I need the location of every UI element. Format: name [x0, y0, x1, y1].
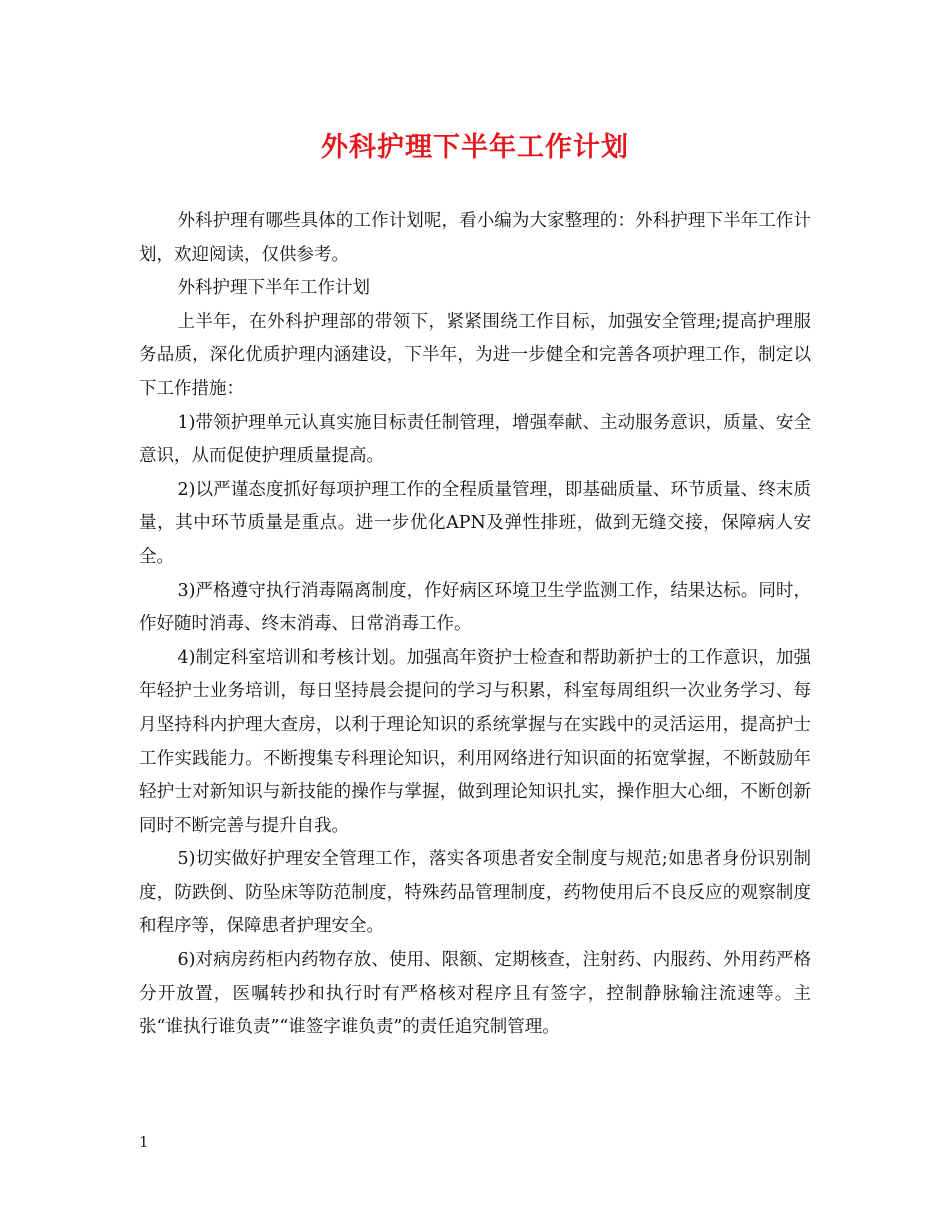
measure-3-paragraph: 3)严格遵守执行消毒隔离制度，作好病区环境卫生学监测工作，结果达标。同时，作好随时消毒、终末消毒、日常消毒工作。 [139, 580, 811, 635]
measure-2-paragraph: 2)以严谨态度抓好每项护理工作的全程质量管理，即基础质量、环节质量、终末质量，其中环节质量是重点。进一步优化APN及弹性排班，做到无缝交接，保障病人安全。 [139, 479, 811, 567]
measure-5-paragraph: 5)切实做好护理安全管理工作，落实各项患者安全制度与规范;如患者身份识别制度，防跌倒、防坠床等防范制度，特殊药品管理制度，药物使用后不良反应的观察制度和程序等，保障患者护理安全。 [139, 849, 811, 937]
intro-paragraph: 外科护理有哪些具体的工作计划呢，看小编为大家整理的：外科护理下半年工作计划，欢迎阅读，仅供参考。 [139, 211, 811, 265]
subtitle-paragraph: 外科护理下半年工作计划 [177, 278, 370, 299]
document-title: 外科护理下半年工作计划 [321, 132, 629, 163]
document-body [139, 205, 811, 1045]
measure-1-paragraph: 1)带领护理单元认真实施目标责任制管理，增强奉献、主动服务意识，质量、安全意识，从而促使护理质量提高。 [139, 412, 811, 467]
page-number: 1 [139, 1133, 149, 1151]
measure-6-paragraph: 6)对病房药柜内药物存放、使用、限额、定期核查，注射药、内服药、外用药严格分开放置，医嘱转抄和执行时有严格核对程序且有签字，控制静脉输注流速等。主张“谁执行谁负责”“谁签字谁负责”的责任追究制管理。 [139, 950, 811, 1038]
overview-paragraph: 上半年，在外科护理部的带领下，紧紧围绕工作目标，加强安全管理;提高护理服务品质，深化优质护理内涵建设，下半年，为进一步健全和完善各项护理工作，制定以下工作措施： [139, 311, 811, 399]
measure-4-paragraph: 4)制定科室培训和考核计划。加强高年资护士检查和帮助新护士的工作意识，加强年轻护士业务培训，每日坚持晨会提问的学习与积累，科室每周组织一次业务学习、每月坚持科内护理大查房，以利于理论知识的系统掌握与在实践中的灵活运用，提高护士工作实践能力。不断搜集专科理论知识，利用网络进行知识面的拓宽掌握，不断鼓励年轻护士对新知识与新技能的操作与掌握，做到理论知识扎实，操作胆大心细，不断创新同时不断完善与提升自我。 [139, 647, 811, 836]
